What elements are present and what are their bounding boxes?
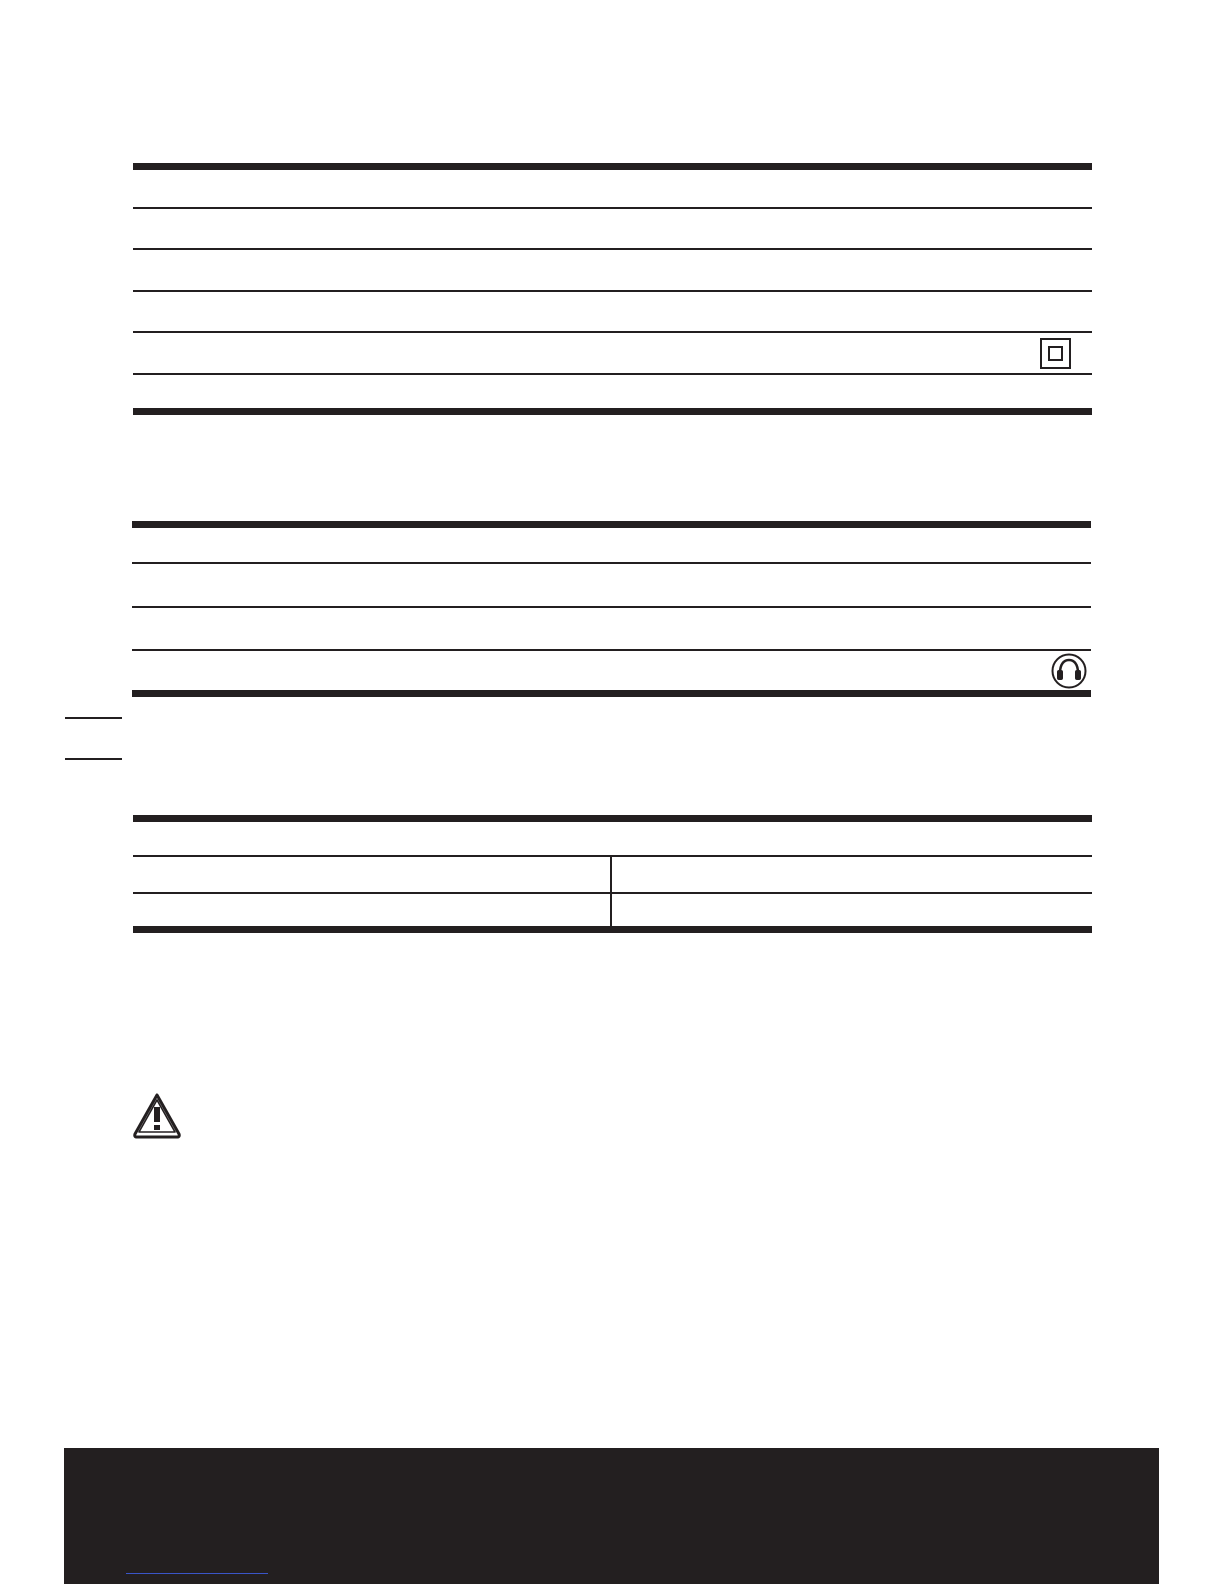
table-top-rule <box>132 521 1091 528</box>
table-top-rule <box>133 163 1092 170</box>
table-bottom-rule <box>133 926 1092 933</box>
table-row-divider <box>133 373 1092 375</box>
table-row-divider <box>133 892 1092 894</box>
ear-protection-icon <box>1051 653 1087 689</box>
table-bottom-rule <box>132 690 1091 697</box>
table-row-divider <box>132 606 1091 608</box>
table-row-divider <box>133 248 1092 250</box>
footer-link-underline[interactable] <box>126 1573 268 1574</box>
table-row-divider <box>133 207 1092 209</box>
table-row-divider <box>133 290 1092 292</box>
table-row-divider <box>133 855 1092 857</box>
footer-band <box>64 1448 1159 1584</box>
table-row-divider <box>132 649 1091 651</box>
table-top-rule <box>133 815 1092 822</box>
double-insulation-icon <box>1040 338 1071 369</box>
table-bottom-rule <box>133 408 1092 415</box>
table-column-divider <box>610 855 612 927</box>
table-row-divider <box>132 562 1091 564</box>
table-row-divider <box>133 331 1092 333</box>
warning-triangle-icon <box>131 1091 183 1139</box>
margin-rule <box>65 758 122 760</box>
margin-rule <box>65 717 122 719</box>
